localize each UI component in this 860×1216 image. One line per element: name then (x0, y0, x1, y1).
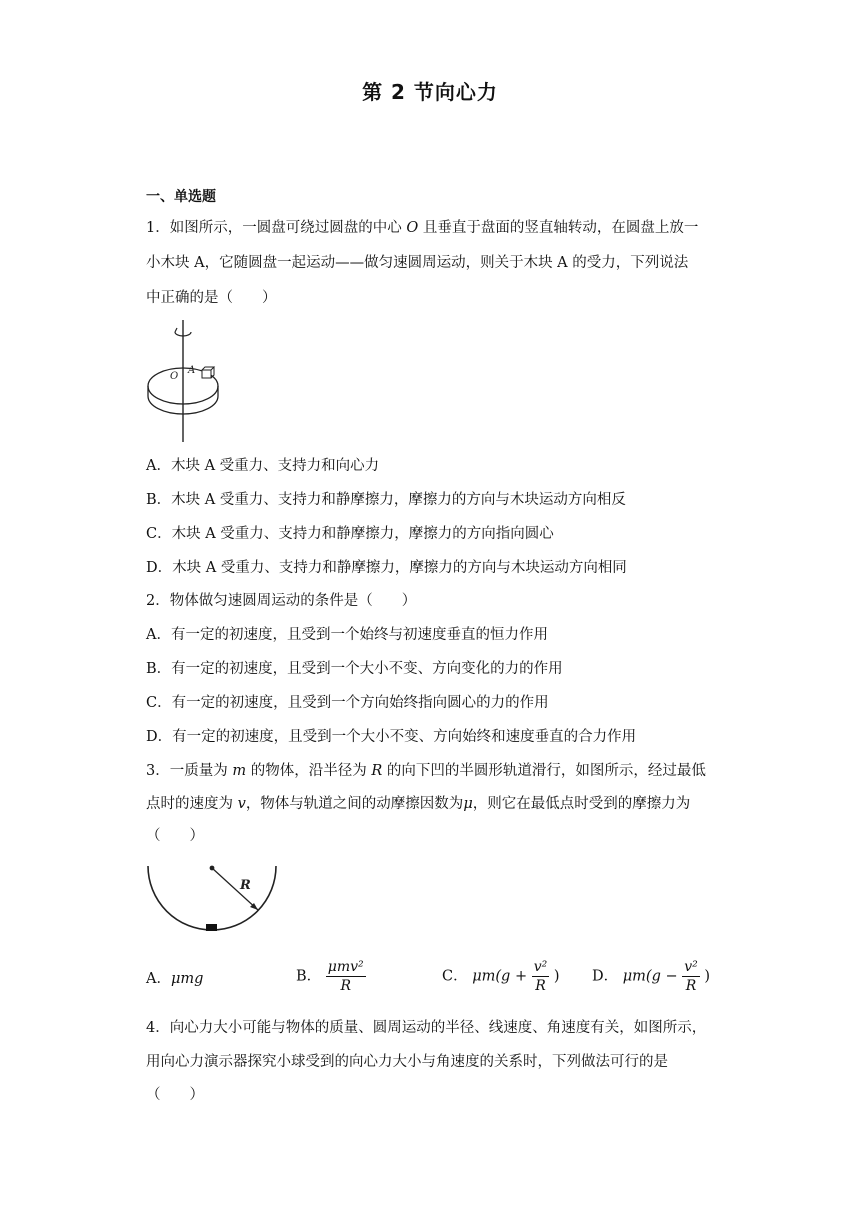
q1-option-b[interactable]: B．木块 A 受重力、支持力和静摩擦力，摩擦力的方向与木块运动方向相反 (146, 492, 626, 508)
q4-stem-line1: 4．向心力大小可能与物体的质量、圆周运动的半径、线速度、角速度有关，如图所示， (146, 1020, 707, 1036)
q3-option-a[interactable]: A．μmg (146, 971, 204, 987)
q1-option-a[interactable]: A．木块 A 受重力、支持力和向心力 (146, 458, 380, 474)
q2-option-c[interactable]: C．有一定的初速度，且受到一个方向始终指向圆心的力的作用 (146, 695, 549, 711)
section-heading: 一、单选题 (146, 189, 216, 205)
q4-stem-line2: 用向心力演示器探究小球受到的向心力大小与角速度的关系时，下列做法可行的是 (146, 1054, 668, 1070)
fig-label-a: A (188, 365, 196, 376)
page-title: 第 2 节向心力 (362, 80, 498, 104)
q3-option-b[interactable]: B． $\frac{\text{μmv²}}{R}$ (296, 959, 364, 994)
q2-option-a[interactable]: A．有一定的初速度，且受到一个始终与初速度垂直的恒力作用 (146, 627, 548, 643)
q3-stem-line1: 3．一质量为 m 的物体，沿半径为 R 的向下凹的半圆形轨道滑行，如图所示，经过最低 (146, 763, 706, 779)
q1-stem-line2: 小木块 A，它随圆盘一起运动——做匀速圆周运动，则关于木块 A 的受力，下列说法 (146, 255, 689, 271)
q3-stem-line3: （ ） (146, 828, 204, 844)
q1-option-c[interactable]: C．木块 A 受重力、支持力和静摩擦力，摩擦力的方向指向圆心 (146, 526, 554, 542)
q4-stem-line3: （ ） (146, 1087, 204, 1103)
q2-option-b[interactable]: B．有一定的初速度，且受到一个大小不变、方向变化的力的作用 (146, 661, 563, 677)
rotating-disk-figure (146, 318, 232, 444)
q3-stem-line2: 点时的速度为 v，物体与轨道之间的动摩擦因数为μ，则它在最低点时受到的摩擦力为 (146, 796, 691, 812)
fig-label-r: R (240, 878, 251, 893)
q1-option-d[interactable]: D．木块 A 受重力、支持力和静摩擦力，摩擦力的方向与木块运动方向相同 (146, 560, 627, 576)
fig-label-o: O (170, 371, 179, 382)
q3-option-d[interactable]: D． μm(g − $\frac{\text{v²}}{R}$ ) (592, 959, 711, 994)
q3-option-c[interactable]: C． μm(g + $\frac{\text{v²}}{R}$ ) (442, 959, 560, 994)
q1-stem-line1: 1．如图所示，一圆盘可绕过圆盘的中心 O 且垂直于盘面的竖直轴转动，在圆盘上放一 (146, 220, 699, 236)
semicircle-track-figure (146, 858, 280, 938)
q2-stem: 2．物体做匀速圆周运动的条件是（ ） (146, 593, 417, 609)
q2-option-d[interactable]: D．有一定的初速度，且受到一个大小不变、方向始终和速度垂直的合力作用 (146, 729, 637, 745)
q1-stem-line3: 中正确的是（ ） (146, 290, 277, 306)
